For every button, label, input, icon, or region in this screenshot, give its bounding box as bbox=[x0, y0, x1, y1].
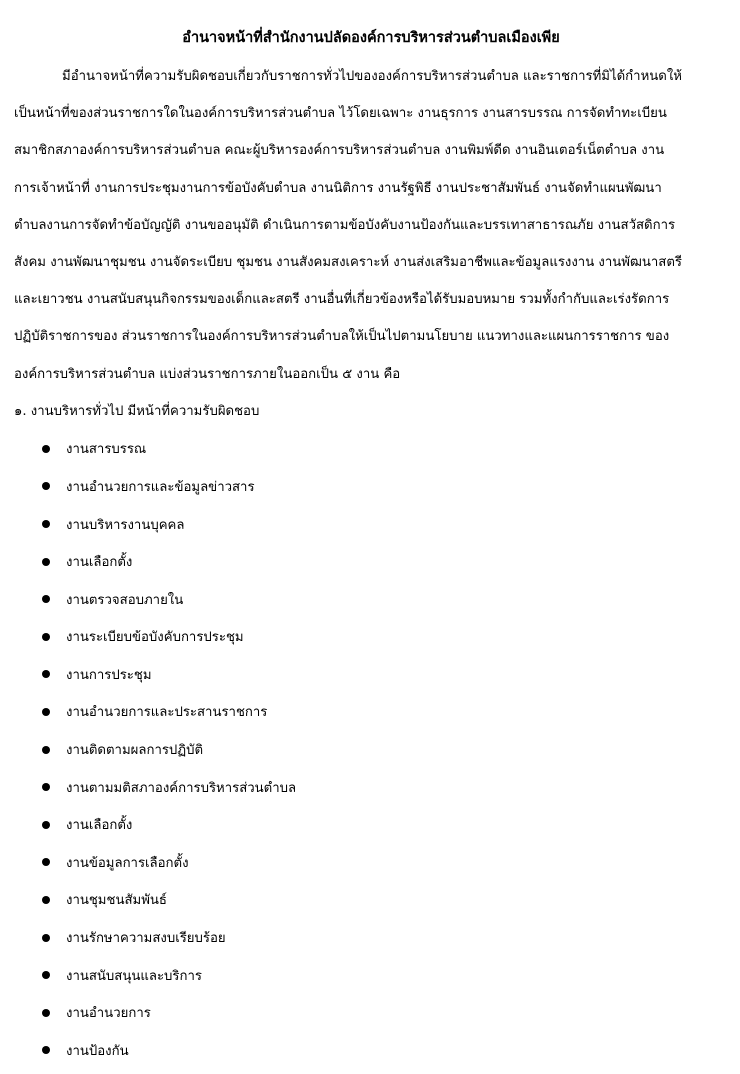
list-item bbox=[42, 468, 728, 506]
bullet-icon bbox=[42, 1009, 50, 1017]
section-heading: ๑. งานบริหารทั่วไป มีหน้าที่ความรับผิดชอบ bbox=[14, 403, 260, 419]
intro-line: สังคม งานพัฒนาชุมชน งานจัดระเบียบ ชุมชน งานสังคมสงเคราะห์ งานส่งเสริมอาชีพและข้อมูลแรงงาน งานพัฒนาสตรี bbox=[14, 255, 682, 271]
bullet-icon bbox=[42, 934, 50, 942]
intro-line: ตำบลงานการจัดทำข้อบัญญัติ งานขออนุมัติ ดำเนินการตามข้อบังคับงานป้องกันและบรรเทาสาธารณภัย งานสวัสดิการ bbox=[14, 217, 676, 233]
list-item-label: งานบริหารงานบุคคล bbox=[66, 517, 185, 533]
list-item bbox=[42, 693, 728, 731]
list-item-label: งานเลือกตั้ง bbox=[66, 818, 133, 834]
bullet-icon bbox=[42, 595, 50, 603]
list-item-label: งานตามมติสภาองค์การบริหารส่วนตำบล bbox=[66, 780, 297, 796]
intro-line: และเยาวชน งานสนับสนุนกิจกรรมของเด็กและสตรี งานอื่นที่เกี่ยวข้องหรือได้รับมอบหมาย รวมทั้งกำกับและเร่งรัดการ bbox=[14, 292, 670, 308]
list-item-label: งานข้อมูลการเลือกตั้ง bbox=[66, 855, 189, 871]
list-item bbox=[42, 731, 728, 769]
bullet-icon bbox=[42, 670, 50, 678]
list-item bbox=[42, 543, 728, 581]
intro-line: มีอำนาจหน้าที่ความรับผิดชอบเกี่ยวกับราชการทั่วไปขององค์การบริหารส่วนตำบล และราชการที่มิได้กำหนดให้ bbox=[62, 69, 682, 84]
list-item-label: งานอำนวยการ bbox=[66, 1006, 151, 1022]
intro-line: ปฏิบัติราชการของ ส่วนราชการในองค์การบริหารส่วนตำบลให้เป็นไปตามนโยบาย แนวทางและแผนการราชการ ของ bbox=[14, 329, 670, 345]
bullet-icon bbox=[42, 633, 50, 641]
intro-paragraph bbox=[14, 58, 728, 393]
list-item-label: งานระเบียบข้อบังคับการประชุม bbox=[66, 630, 244, 646]
list-item-label: งานป้องกัน bbox=[66, 1043, 129, 1059]
list-item-label: งานอำนวยการและข้อมูลข่าวสาร bbox=[66, 479, 255, 495]
list-item bbox=[42, 881, 728, 919]
document-title: อำนาจหน้าที่สำนักงานปลัดองค์การบริหารส่วนตำบลเมืองเพีย bbox=[182, 29, 560, 46]
list-item bbox=[42, 768, 728, 806]
intro-line: การเจ้าหน้าที่ งานการประชุมงานการข้อบังคับตำบล งานนิติการ งานรัฐพิธี งานประชาสัมพันธ์ งานจัดทำแผนพัฒนา bbox=[14, 180, 662, 196]
bullet-icon bbox=[42, 708, 50, 716]
list-item-label: งานติดตามผลการปฏิบัติ bbox=[66, 743, 204, 759]
list-item bbox=[42, 994, 728, 1032]
intro-line: องค์การบริหารส่วนตำบล แบ่งส่วนราชการภายในออกเป็น ๕ งาน คือ bbox=[14, 366, 401, 382]
bullet-icon bbox=[42, 1046, 50, 1054]
list-item-label: งานอำนวยการและประสานราชการ bbox=[66, 705, 268, 721]
bullet-icon bbox=[42, 783, 50, 791]
list-item-label: งานรักษาความสงบเรียบร้อย bbox=[66, 931, 226, 947]
list-item-label: งานตรวจสอบภายใน bbox=[66, 592, 184, 608]
list-item-label: งานชุมชนสัมพันธ์ bbox=[66, 893, 167, 909]
list-item bbox=[42, 844, 728, 882]
list-item bbox=[42, 618, 728, 656]
list-item bbox=[42, 806, 728, 844]
bullet-icon bbox=[42, 746, 50, 754]
intro-line: สมาชิกสภาองค์การบริหารส่วนตำบล คณะผู้บริหารองค์การบริหารส่วนตำบล งานพิมพ์ดีด งานอินเตอร์เน็ตตำบล งาน bbox=[14, 143, 665, 159]
list-item bbox=[42, 956, 728, 994]
list-item bbox=[42, 580, 728, 618]
duty-list bbox=[14, 430, 728, 1069]
list-item bbox=[42, 505, 728, 543]
list-item-label: งานเลือกตั้ง bbox=[66, 555, 133, 571]
list-item-label: งานสารบรรณ bbox=[66, 442, 147, 458]
list-item bbox=[42, 656, 728, 694]
bullet-icon bbox=[42, 445, 50, 453]
list-item-label: งานสนับสนุนและบริการ bbox=[66, 968, 202, 984]
bullet-icon bbox=[42, 558, 50, 566]
list-item bbox=[42, 430, 728, 468]
intro-line: เป็นหน้าที่ของส่วนราชการใดในองค์การบริหารส่วนตำบล ไว้โดยเฉพาะ งานธุรการ งานสารบรรณ การจัดทำทะเบียน bbox=[14, 106, 667, 122]
bullet-icon bbox=[42, 971, 50, 979]
bullet-icon bbox=[42, 520, 50, 528]
bullet-icon bbox=[42, 821, 50, 829]
list-item bbox=[42, 919, 728, 957]
bullet-icon bbox=[42, 896, 50, 904]
list-item-label: งานการประชุม bbox=[66, 667, 152, 683]
bullet-icon bbox=[42, 858, 50, 866]
bullet-icon bbox=[42, 482, 50, 490]
list-item bbox=[42, 1032, 728, 1070]
